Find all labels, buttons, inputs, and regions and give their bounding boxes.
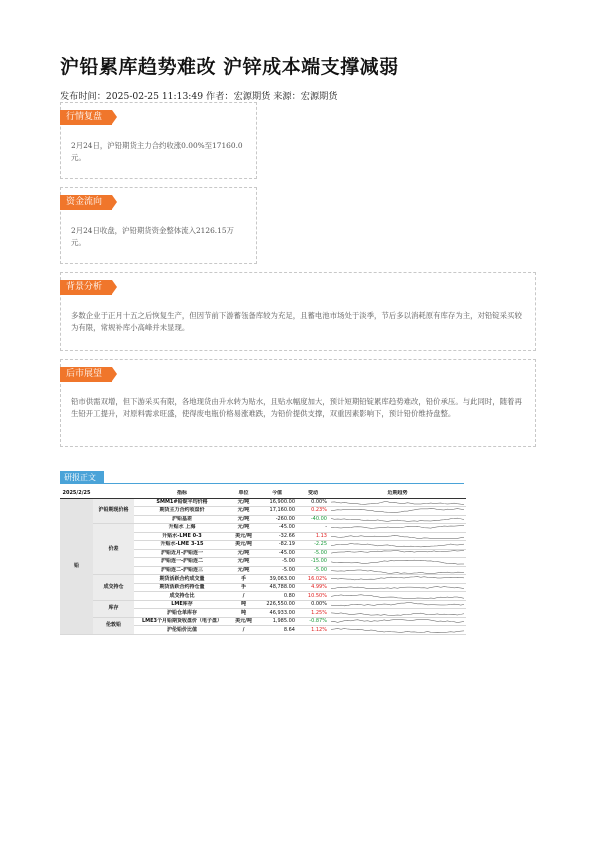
row-trend: [329, 609, 466, 618]
row-unit: 吨: [230, 609, 257, 618]
report-heading-line: [60, 483, 464, 484]
section-background: [60, 272, 536, 351]
row-value: 16,900.00: [257, 498, 297, 507]
trend-sparkline: [331, 610, 464, 616]
header-unit: 单位: [230, 490, 257, 498]
row-unit: 手: [230, 583, 257, 592]
row-indicator: 升贴水 上海: [134, 524, 230, 533]
row-value: -45.00: [257, 524, 297, 533]
trend-sparkline: [331, 533, 464, 539]
row-change: 10.50%: [297, 592, 329, 601]
row-indicator: 期货主力合约收盘价: [134, 507, 230, 516]
section-market-review: [60, 102, 257, 179]
row-change: 1.13: [297, 532, 329, 541]
row-change: 0.00%: [297, 498, 329, 507]
row-category: 价差: [93, 524, 134, 575]
row-value: 8.64: [257, 626, 297, 635]
row-change: 1.12%: [297, 626, 329, 635]
row-indicator: 沪铅连一-沪铅连二: [134, 558, 230, 567]
row-category: 沪铅期现价格: [93, 498, 134, 524]
row-indicator: LME库存: [134, 600, 230, 609]
section-outlook: [60, 359, 536, 447]
row-change: -15.00: [297, 558, 329, 567]
row-unit: 吨: [230, 600, 257, 609]
row-indicator: 期货活跃合约持仓量: [134, 583, 230, 592]
row-value: -82.19: [257, 541, 297, 550]
row-unit: 元/吨: [230, 558, 257, 567]
row-category: 库存: [93, 600, 134, 617]
section-tag: 后市展望: [60, 367, 112, 382]
trend-sparkline: [331, 619, 464, 625]
row-unit: 手: [230, 575, 257, 584]
table-header-row: [60, 490, 466, 498]
row-change: 0.00%: [297, 600, 329, 609]
header-indicator: 指标: [134, 490, 230, 498]
row-value: -32.66: [257, 532, 297, 541]
row-trend: [329, 507, 466, 516]
row-value: 0.80: [257, 592, 297, 601]
section-text: 2月24日，沪铅期货主力合约收涨0.00%至17160.0元。: [71, 141, 243, 162]
row-value: 48,788.00: [257, 583, 297, 592]
trend-sparkline: [331, 499, 464, 505]
row-unit: 元/吨: [230, 524, 257, 533]
table-row: [60, 600, 466, 609]
row-category: 伦敦铅: [93, 617, 134, 634]
row-unit: 美元/吨: [230, 532, 257, 541]
row-change: -0.87%: [297, 617, 329, 626]
header-change: 变动: [297, 490, 329, 498]
row-trend: [329, 592, 466, 601]
row-indicator: 成交持仓比: [134, 592, 230, 601]
row-unit: 美元/吨: [230, 541, 257, 550]
trend-sparkline: [331, 627, 464, 633]
row-unit: 元/吨: [230, 566, 257, 575]
row-indicator: 升贴水-LME 0-3: [134, 532, 230, 541]
row-indicator: 沪铅基差: [134, 515, 230, 524]
row-value: -260.00: [257, 515, 297, 524]
report-heading: 研报正文: [60, 471, 104, 484]
row-trend: [329, 617, 466, 626]
row-value: 1,985.00: [257, 617, 297, 626]
section-tag: 背景分析: [60, 280, 112, 295]
article-title: 沪铅累库趋势难改 沪锌成本端支撑减弱: [60, 56, 399, 78]
section-fund-flow: [60, 187, 257, 264]
table-row: [60, 524, 466, 533]
article-meta: 发布时间：2025-02-25 11:13:49 作者：宏源期货 来源：宏源期货: [60, 91, 338, 102]
row-change: 0.23%: [297, 507, 329, 516]
trend-sparkline: [331, 542, 464, 548]
table-row: [60, 617, 466, 626]
row-trend: [329, 515, 466, 524]
trend-sparkline: [331, 508, 464, 514]
row-change: 1.25%: [297, 609, 329, 618]
trend-sparkline: [331, 559, 464, 565]
row-unit: 美元/吨: [230, 617, 257, 626]
row-change: -40.00: [297, 515, 329, 524]
report-table: [60, 490, 466, 635]
main-category: 铅: [60, 498, 93, 635]
row-value: -45.00: [257, 549, 297, 558]
trend-sparkline: [331, 576, 464, 582]
row-value: -5.00: [257, 566, 297, 575]
row-change: -5.00: [297, 549, 329, 558]
trend-sparkline: [331, 525, 464, 531]
row-unit: 元/吨: [230, 498, 257, 507]
row-value: 226,550.00: [257, 600, 297, 609]
row-trend: [329, 532, 466, 541]
row-value: 46,933.00: [257, 609, 297, 618]
trend-sparkline: [331, 593, 464, 599]
row-indicator: 沪铅仓单库存: [134, 609, 230, 618]
row-trend: [329, 524, 466, 533]
table-row: [60, 498, 466, 507]
row-category: 成交持仓: [93, 575, 134, 601]
row-change: -2.25: [297, 541, 329, 550]
row-indicator: 期货活跃合约成交量: [134, 575, 230, 584]
row-indicator: 沪伦铅价比值: [134, 626, 230, 635]
row-change: -5.00: [297, 566, 329, 575]
row-trend: [329, 549, 466, 558]
row-value: 39,063.00: [257, 575, 297, 584]
row-unit: /: [230, 592, 257, 601]
row-trend: [329, 558, 466, 567]
row-trend: [329, 566, 466, 575]
section-text: 多数企业于正月十五之后恢复生产，但因节前下游蓄瓴备库较为充足，且蓄电池市场处于淡季，节后多以消耗原有库存为主，对铅锭采买较为有限，常规补库小高峰并未显现。: [71, 311, 522, 332]
header-today: 今值: [257, 490, 297, 498]
section-text: 铅市供需双增，但下游采买有限，各地现货由升水转为贴水，且贴水幅度加大，预计短期铅锭累库趋势难改，铅价承压。与此同时，随着再生铅开工提升，对原料需求旺盛，使得废电瓶价格易涨难跌，为铅价提供支撑，双重因素影响下，预计铅价维持盘整。: [71, 397, 522, 418]
row-change: 16.02%: [297, 575, 329, 584]
row-trend: [329, 575, 466, 584]
section-tag: 行情复盘: [60, 110, 112, 125]
row-value: -5.00: [257, 558, 297, 567]
row-trend: [329, 583, 466, 592]
table-row: [60, 575, 466, 584]
trend-sparkline: [331, 602, 464, 608]
row-trend: [329, 626, 466, 635]
row-unit: 元/吨: [230, 549, 257, 558]
trend-sparkline: [331, 516, 464, 522]
trend-sparkline: [331, 550, 464, 556]
section-tag: 资金流向: [60, 195, 112, 210]
row-trend: [329, 600, 466, 609]
trend-sparkline: [331, 568, 464, 574]
section-text: 2月24日收盘，沪铅期货资金整体流入2126.15万元。: [71, 226, 234, 247]
report-body: [60, 498, 466, 635]
row-change: -: [297, 524, 329, 533]
row-indicator: LME3个月铅期货收盘价（电子盘）: [134, 617, 230, 626]
row-unit: 元/吨: [230, 507, 257, 516]
row-unit: /: [230, 626, 257, 635]
row-value: 17,160.00: [257, 507, 297, 516]
row-indicator: 升贴水-LME 3-15: [134, 541, 230, 550]
row-indicator: 沪铅连二-沪铅连三: [134, 566, 230, 575]
header-date: 2025/2/25: [60, 490, 93, 498]
row-unit: 元/吨: [230, 515, 257, 524]
header-trend: 近期趋势: [329, 490, 466, 498]
trend-sparkline: [331, 585, 464, 591]
row-change: 4.99%: [297, 583, 329, 592]
row-indicator: 沪铅近月-沪铅连一: [134, 549, 230, 558]
row-indicator: SMM1#铅锭平均价格: [134, 498, 230, 507]
row-trend: [329, 498, 466, 507]
row-trend: [329, 541, 466, 550]
